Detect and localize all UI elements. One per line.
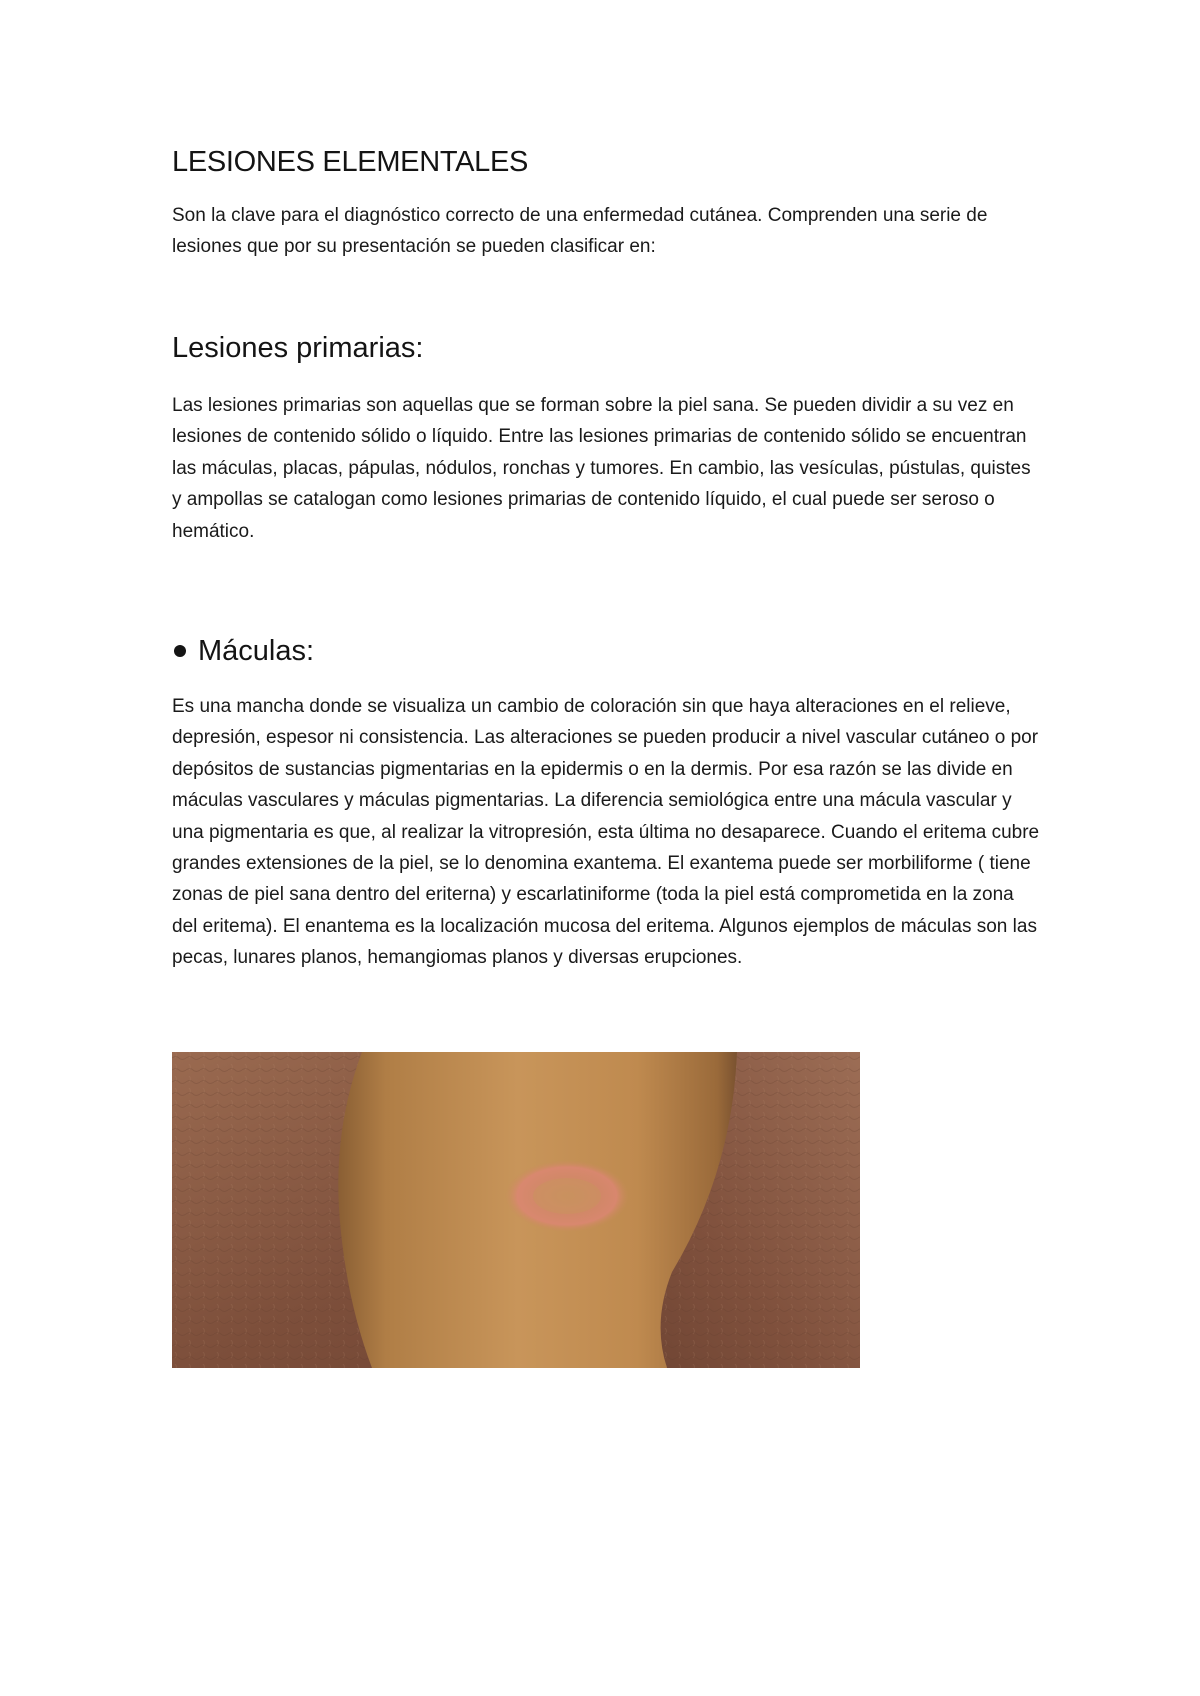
macule-photo-illustration — [172, 1052, 860, 1368]
intro-paragraph: Son la clave para el diagnóstico correcto de una enfermedad cutánea. Comprenden una serie de lesiones que por su presentación se pueden clasificar en: — [172, 205, 988, 257]
heading-maculas-label: Máculas: — [198, 635, 315, 668]
bullet-icon — [174, 645, 186, 657]
heading-lesiones-primarias: Lesiones primarias: — [172, 332, 424, 364]
heading-maculas — [172, 631, 1042, 671]
document-content — [172, 142, 1042, 974]
paragraph-lesiones-primarias: Las lesiones primarias son aquellas que se forman sobre la piel sana. Se pueden dividir a su vez en lesiones de contenido sólido o líquido. Entre las lesiones primarias de contenido sólido se encuentran las máculas, placas, pápulas, nódulos, ronchas y tumores. En cambio, las vesículas, pústulas, quistes y ampollas se catalogan como lesiones primarias de contenido líquido, el cual puede ser seroso o hemático. — [172, 395, 1031, 542]
paragraph-maculas: Es una mancha donde se visualiza un cambio de coloración sin que haya alteraciones en el relieve, depresión, espesor ni consistencia. Las alteraciones se pueden producir a nivel vascular cutáneo o por depósitos de sustancias pigmentarias en la epidermis o en la dermis. Por esa razón se las divide en máculas vasculares y máculas pigmentarias. La diferencia semiológica entre una mácula vascular y una pigmentaria es que, al realizar la vitropresión, esta última no desaparece. Cuando el eritema cubre grandes extensiones de la piel, se lo denomina exantema. El exantema puede ser morbiliforme ( tiene zonas de piel sana dentro del eriterna) y escarlatiniforme (toda la piel está comprometida en la zona del eritema). El enantema es la localización mucosa del eritema. Algunos ejemplos de máculas son las pecas, lunares planos, hemangiomas planos y diversas erupciones. — [172, 696, 1040, 969]
document-title: LESIONES ELEMENTALES — [172, 146, 529, 178]
macule-photo — [172, 1052, 860, 1368]
